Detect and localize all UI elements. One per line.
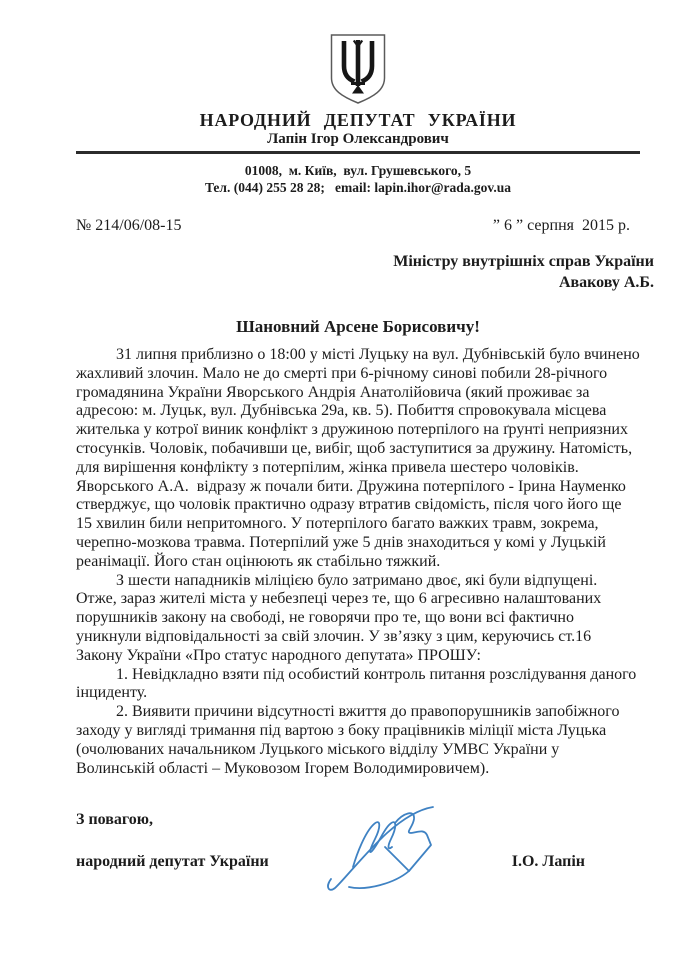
trident-emblem-icon [329,33,387,105]
address-line: 01008, м. Київ, вул. Грушевського, 5 [244,163,472,178]
reference-number: № 214/06/08-15 [76,217,182,234]
paragraph-incident: 31 липня приблизно о 18:00 у місті Луцьку на вул. Дубнівській було вчинено жахливий злочин. Мало не до смерті при 6-річному синові побили 28-річного громадянина України Яворського Андрія Анатолійовича (який проживає за адресою: м. Луцьк, вул. Дубнівська 29а, кв. 5). Побиття спровокувала місцева жителька у котрої виник конфлікт з дружиною потерпілого на ґрунті неприязних стосунків. Чоловік, побачивши це, вибіг, щоб заступитися за дружину. Натомість, для вирішення конфлікту з потерпілим, жінка привела шестеро чоловіків. Яворського А.А. відразу ж почали бити. Дружина потерпілого - Ірина Науменко стверджує, що чоловік практично одразу втратив свідомість, після чого його ще 15 хвилин били непритомного. У потерпілого багато важких травм, зокрема, черепно-мозкова травма. Потерпілий уже 5 днів знаходиться у комі у Луцькій реанімації. Його стан оцінюють як стабільно тяжкий. [76,346,640,570]
letterhead [76,33,640,148]
signer-title: народний депутат України [76,853,269,871]
recipient-title: Міністру внутрішніх справ України [393,253,654,270]
request-item-2: 2. Виявити причини відсутності вжиття до правопорушників запобіжного заходу у вигляді тримання під вартою з боку працівників міліції міста Луцька (очолюваних начальником Луцького міського відділу УМВС України у Волинській області – Муковозом Ігорем Володимировичем). [76,703,620,777]
signature-row [76,853,640,871]
deputy-name: Лапін Ігор Олександрович [267,131,449,147]
salutation: Шановний Арсене Борисовичу! [236,317,480,336]
request-item-1: 1. Невідкладно взяти під особистий контроль питання розслідування даного інциденту. [76,665,637,702]
recipient-block [76,251,654,293]
org-title: НАРОДНИЙ ДЕПУТАТ УКРАЇНИ [199,110,517,130]
reference-row [76,217,640,235]
recipient-name: Авакову А.Б. [558,274,654,291]
letter-body [76,346,640,778]
contact-info [76,162,640,196]
phone-email-line: Тел. (044) 255 28 28; email: lapin.ihor@rada.gov.ua [204,180,512,195]
letter-date: ” 6 ” серпня 2015 р. [492,217,630,234]
header-divider [76,151,640,154]
signer-name: І.О. Лапін [511,853,585,871]
paragraph-request-intro: З шести нападників міліцією було затримано двоє, які були відпущені. Отже, зараз жителі міста у небезпеці через те, що 6 агресивно налаштованих порушників закону на свободі, не говорячи про те, що вони всі фактично уникнули відповідальності за свій злочин. У зв’язку з цим, керуючись ст.16 Закону України «Про статус народного депутата» ПРОШУ: [76,571,602,664]
closing-regards: З повагою, [76,811,153,829]
